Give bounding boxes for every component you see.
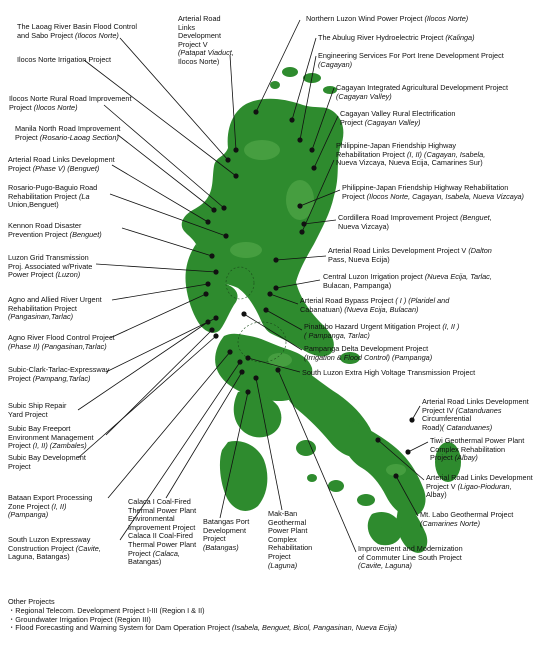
project-marker [211,207,216,212]
label-line: Project [8,461,31,471]
project-marker [203,291,208,296]
project-marker [289,117,294,122]
label-line: Proj. Associated w/Private [8,261,93,271]
label-line: (Pampanga) [8,510,49,520]
label-line: Laguna, Batangas) [8,552,70,562]
label-line: Subic Ship Repair [8,401,67,410]
label-line: (Cavite, Laguna) [358,561,412,571]
label-line: Power Plant [268,526,308,536]
project-marker [209,253,214,258]
label-line: Environment Management [8,432,94,442]
label-makban [268,510,312,570]
label-line: and Sabo Project (Ilocos Norte) [17,30,119,40]
label-line: Ilocos Norte Rural Road Improvement [9,94,132,103]
label-line: Zone Project (I, II) [8,501,67,511]
label-port-irene [318,52,504,69]
label-arterial-road-v-patapat [178,15,234,67]
label-line: (Phase II) (Pangasinan,Tarlac) [8,341,107,351]
project-marker [297,137,302,142]
label-line: Project (Pampang,Tarlac) [8,373,91,383]
project-marker [405,449,410,454]
label-line: Arterial Road Bypass Project ( I ) (Plaridel and [300,296,450,305]
label-line: Ilocos Norte) [178,56,220,66]
label-arterial-bypass [300,297,449,314]
project-marker [205,281,210,286]
label-line: (Pangasinan,Tarlac) [8,312,74,322]
label-line: Project (Albay) [430,453,478,463]
label-subic-environment [8,425,94,451]
project-marker [245,355,250,360]
label-arterial-road-iv [422,398,529,432]
label-line: Project [268,551,291,561]
label-line: (Cagayan Valley) [336,91,392,101]
label-line: Yard Project [8,409,48,419]
label-calaca [128,498,196,567]
label-line: Cabanatuan) (Nueva Ecija, Bulacan) [300,304,419,314]
project-marker [393,473,398,478]
label-line: Complex Rehabilitation [430,444,506,454]
label-line: Rosario-Pugo-Baguio Road [8,183,98,192]
project-marker [375,437,380,442]
label-line: Rehabilitation Project (La [8,191,90,201]
project-marker [253,375,258,380]
label-line: Batangas) [128,557,162,567]
project-marker [233,147,238,152]
label-pj-friendship-1 [336,142,485,168]
label-line: Subic-Clark-Tarlac-Expressway [8,365,110,374]
label-cagayan-electrification [340,110,455,127]
label-pj-friendship-2 [342,184,524,201]
label-tiwi-geothermal [430,437,524,463]
label-line: (Patapat Viaduct, [178,48,234,58]
label-line: Bulacan, Pampanga) [323,280,392,290]
other-projects-title: Other Projects [8,597,55,606]
label-line: Pass, Nueva Ecija) [328,254,390,264]
label-line: Cagayan Valley Rural Electrification [340,109,456,118]
label-line: Improvement and Modernization [358,544,463,553]
label-nl-wind-power [306,15,468,24]
label-line: Engineering Services For Port Irene Development Project [318,51,504,60]
label-line: Tiwi Geothermal Power Plant [430,436,525,445]
label-line: Arterial Road [178,14,221,23]
label-line: of Commuter Line South Project [358,552,462,562]
label-line: Nueva Vizcaya) [338,221,389,231]
label-line: (Camarines Norte) [420,518,481,528]
label-line: Complex [268,534,297,544]
label-line: Cagayan Integrated Agricultural Development Project [336,83,508,92]
label-arterial-road-v-benguet [8,156,115,173]
project-marker [273,285,278,290]
label-line: Cordillera Road Improvement Project (Benguet, [338,213,492,222]
label-line: Development [203,525,246,535]
project-marker [237,359,242,364]
label-line: Manila North Road Improvement [15,124,121,133]
project-marker [205,219,210,224]
label-line: Road)( Catanduanes) [422,422,493,432]
project-marker [209,327,214,332]
label-line: Project (Calaca, [128,548,180,558]
label-cagayan-agricultural [336,84,508,101]
project-marker [409,417,414,422]
label-line: Improvement Project [128,522,196,532]
label-line: Pampanga Delta Development Project [304,344,429,353]
label-luzon-grid [8,254,92,280]
label-line: Arterial Road Links Development [426,473,533,482]
label-line: The Abulug River Hydroelectric Project (Kalinga) [318,33,475,42]
label-line: Project V (Ligao-Pioduran, [426,481,512,491]
label-agno-allied [8,296,102,322]
project-marker [299,229,304,234]
label-batangas-port [203,518,249,552]
label-line: Thermal Power Plant [128,505,197,515]
project-marker [227,349,232,354]
label-sctex [8,366,109,383]
leader-line [112,165,208,222]
project-marker [263,307,268,312]
project-marker [213,269,218,274]
label-line: Prevention Project (Benguet) [8,229,102,239]
label-ilocos-rural-road [9,95,131,112]
project-marker [253,109,258,114]
label-line: Arterial Road Links Development [422,397,529,406]
project-marker [273,257,278,262]
label-line: Bataan Export Processing [8,493,93,502]
label-line: Pinatubo Hazard Urgent Mitigation Project (I, II ) [304,322,460,331]
label-cordillera-road [338,214,492,231]
other-project-item: ・Regional Telecom. Development Project I-III (Region I & II) [8,605,205,615]
label-line: Project (Ilocos Norte) [9,102,78,112]
project-marker [309,147,314,152]
label-subic-development [8,454,86,471]
label-subic-ship-repair [8,402,66,419]
label-line: Project (Rosario-Laoag Section) [15,132,119,142]
project-marker [239,369,244,374]
leader-line [408,442,428,452]
label-line: Project [203,534,226,544]
label-line: Project (Ilocos Norte, Cagayan, Isabela, Nueva Vizcaya) [342,191,524,201]
project-marker [245,389,250,394]
label-line: Thermal Power Plant [128,539,197,549]
leader-line [106,318,216,372]
label-slex-construction [8,536,101,562]
label-line: Agno and Allied River Urgent [8,295,102,304]
label-line: Circumferential [422,414,472,424]
label-line: Power Project (Luzon) [8,270,81,280]
label-laoag-flood-control [17,23,137,40]
label-line: Batangas Port [203,517,250,526]
label-central-luzon-irrigation [323,273,492,290]
label-line: Project IV (Catanduanes [422,405,502,415]
label-line: Philippine-Japan Friendship Highway [336,141,457,150]
project-marker [213,333,218,338]
label-line: Rehabilitation [268,543,313,553]
label-line: Rehabilitation Project [8,303,77,313]
label-line: Links [178,22,196,32]
label-rosario-pugo-baguio [8,184,97,210]
label-line: South Luzon Extra High Voltage Transmission Project [302,368,476,377]
leader-line [256,20,300,112]
label-line: Agno River Flood Control Project [8,333,115,342]
project-marker [267,291,272,296]
label-line: Philippine-Japan Friendship Highway Rehabilitation [342,183,509,192]
label-line: Nueva Vizcaya, Nueva Ecija, Camarines Sur) [336,158,483,168]
label-line: Development [178,31,221,41]
other-projects [8,598,397,633]
label-line: Geothermal [268,517,307,527]
label-line: Northern Luzon Wind Power Project (Ilocos Norte) [306,14,469,23]
label-commuter-line-south [358,545,463,571]
label-mt-labo [420,511,513,528]
label-line: (Cagayan) [318,59,353,69]
label-line: Project V [178,39,208,49]
leader-line [108,352,230,498]
label-south-luzon-ehv [302,369,475,378]
label-pampanga-delta [304,345,432,362]
label-abulug-hydro [318,34,475,43]
label-line: Ilocos Norte Irrigation Project [17,55,112,64]
label-pinatubo [304,323,459,340]
label-line: (Batangas) [203,542,239,552]
label-agno-flood-control [8,334,115,351]
project-marker [233,173,238,178]
label-line: Union,Benguet) [8,200,59,210]
label-line: Construction Project (Cavite, [8,543,101,553]
label-line: Project (Cagayan Valley) [340,117,421,127]
other-project-item: ・Flood Forecasting and Warning System for Dam Operation Project (Isabela, Benguet, Bicol, Pangasinan, Nueva Ecija) [8,623,398,633]
label-line: Central Luzon Irrigation project (Nueva Ecija, Tarlac, [323,272,492,281]
label-line: Arterial Road Links Development [8,155,115,164]
project-marker [297,203,302,208]
label-ilocos-irrigation [17,56,111,65]
label-line: Project (I, II) (Zambales) [8,441,87,451]
other-project-item: ・Groundwater Irrigation Project (Region III) [8,614,151,624]
label-line: Project (Phase V) (Benguet) [8,163,100,173]
leader-line [78,336,216,458]
label-line: ( Pampanga, Tarlac) [304,330,370,340]
project-marker [311,165,316,170]
project-marker [225,157,230,162]
label-line: Mt. Labo Geothermal Project [420,510,514,519]
project-marker [301,221,306,226]
label-line: Luzon Grid Transmission [8,253,89,262]
label-line: Rehabilitation Project (I, II) (Cagayan, Isabela, [336,149,486,159]
project-marker [275,367,280,372]
label-line: Calaca II Coal-Fired [128,531,193,541]
label-arterial-road-v-ligao [426,474,533,500]
label-line: The Laoag River Basin Flood Control [17,22,138,31]
leader-line [118,135,214,210]
project-marker [221,205,226,210]
label-bataan-export [8,494,92,520]
label-line: Environmental [128,514,175,524]
project-marker [205,319,210,324]
label-line: South Luzon Expressway [8,535,91,544]
label-line: Calaca I Coal-Fired [128,497,191,506]
label-line: Subic Bay Development [8,453,86,462]
label-line: Albay) [426,490,447,500]
leader-line [110,294,206,338]
label-kennon-road [8,222,102,239]
project-marker [213,315,218,320]
label-line: (Irrigation & Flood Control) (Pampanga) [304,352,433,362]
leader-line [104,105,224,208]
label-arterial-road-v-dalton [328,247,492,264]
label-line: Kennon Road Disaster [8,221,82,230]
label-line: Subic Bay Freeport [8,424,71,433]
label-line: Mak-Ban [268,509,298,518]
label-line: (Laguna) [268,560,298,570]
label-manila-north-road [15,125,120,142]
project-marker [241,311,246,316]
project-marker [223,233,228,238]
label-line: Arterial Road Links Development Project V (Dalton [328,246,492,255]
